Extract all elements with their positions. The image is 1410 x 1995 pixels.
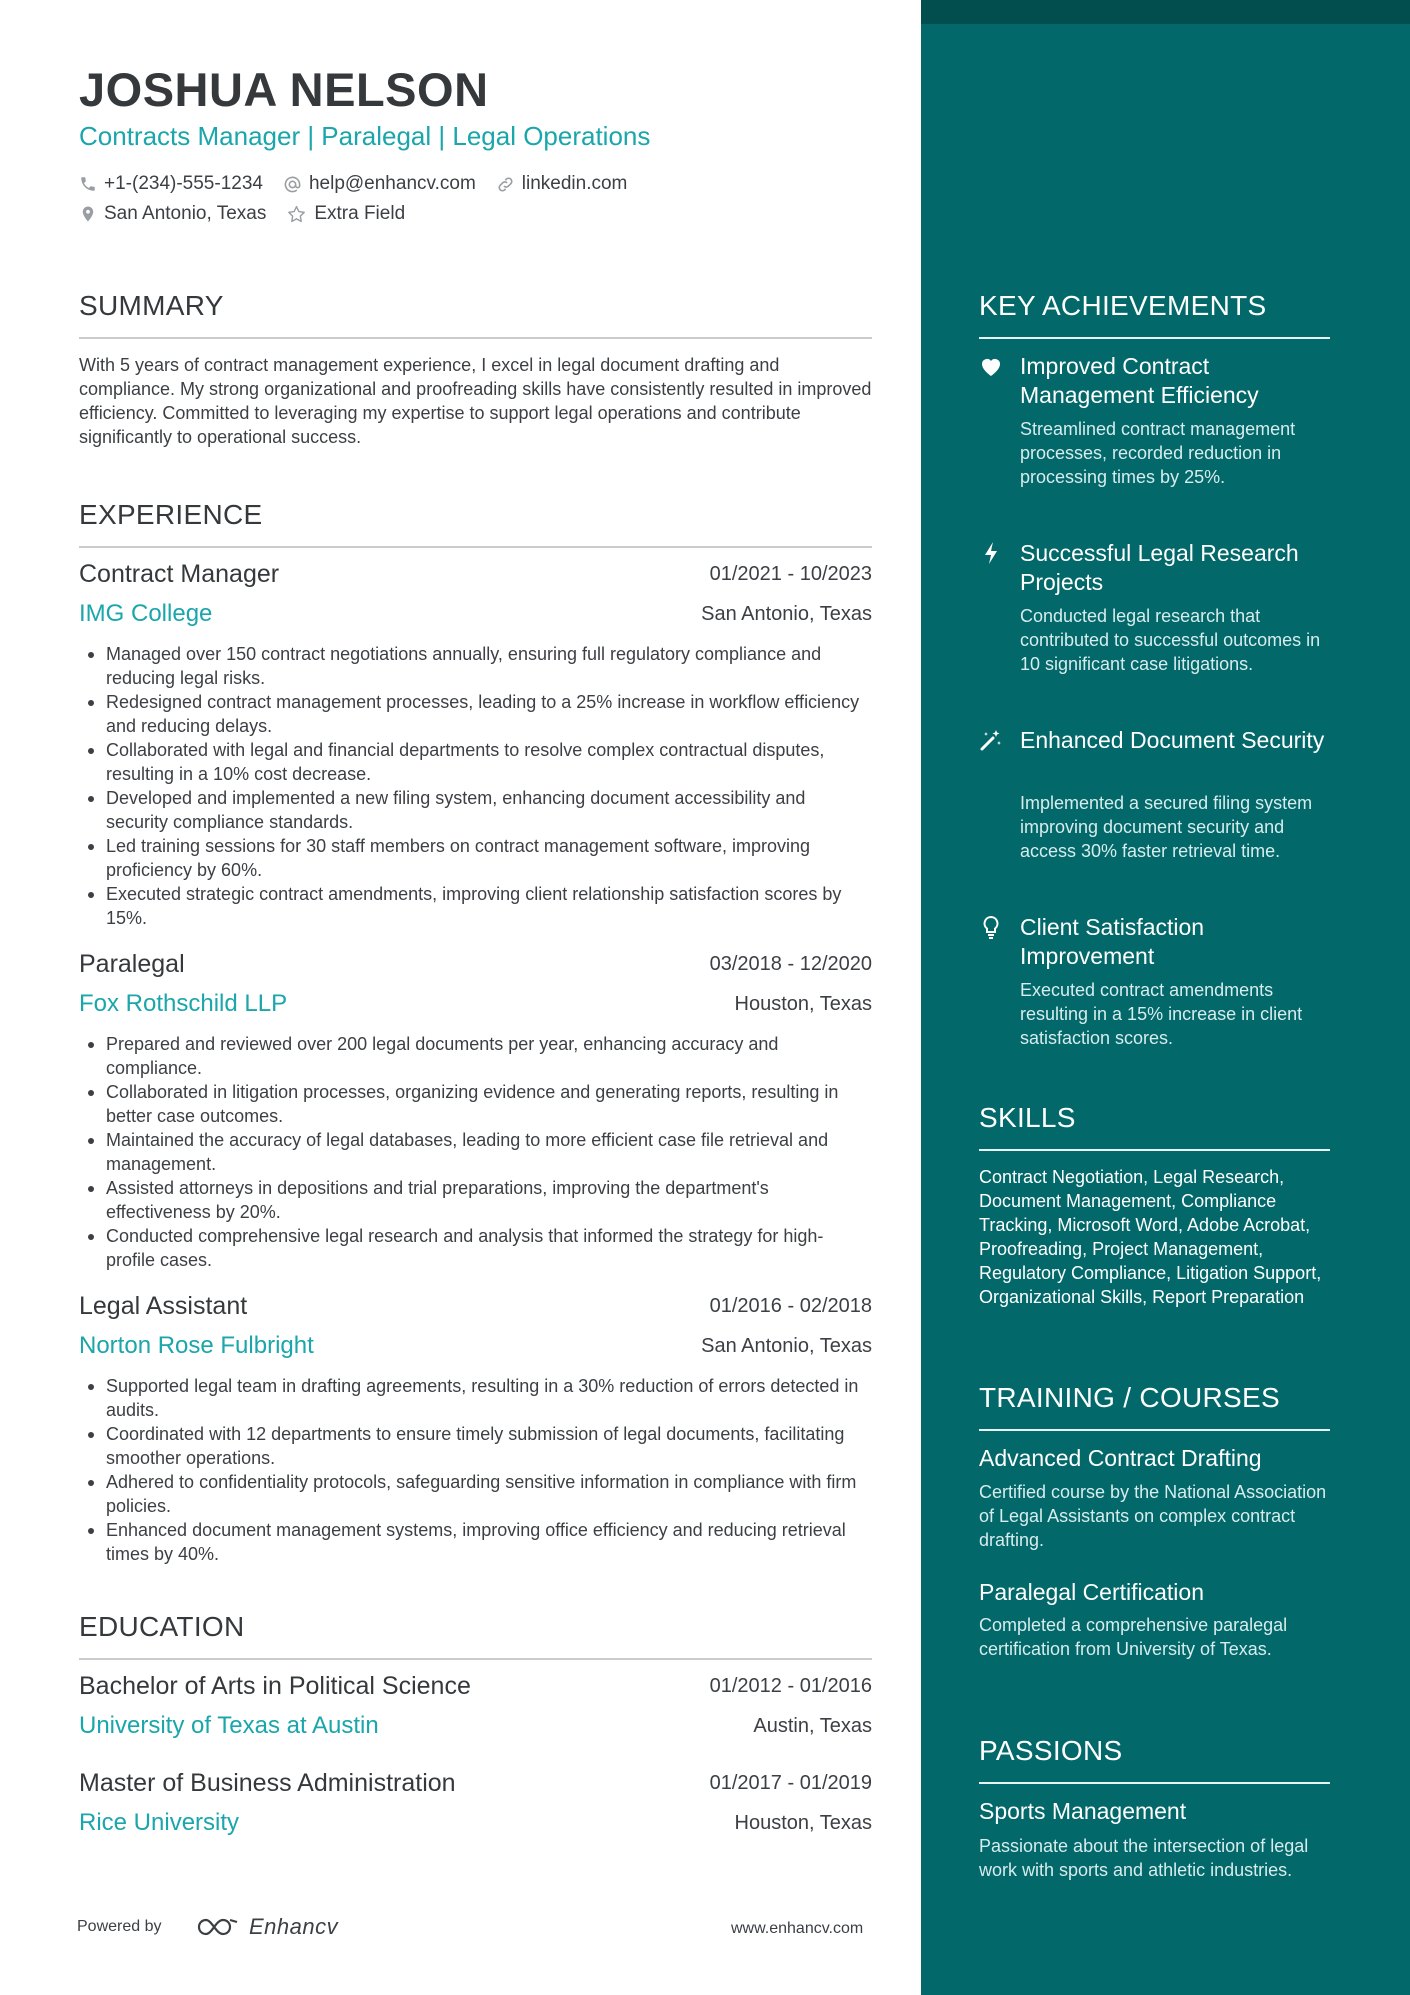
heart-icon	[979, 354, 1003, 378]
bullet-item: Collaborated in litigation processes, organizing evidence and generating reports, resulting in better case outcomes.	[79, 1080, 872, 1128]
education-heading: EDUCATION	[79, 1611, 245, 1642]
passions-heading: PASSIONS	[979, 1735, 1123, 1766]
course-title: Paralegal Certification	[979, 1579, 1205, 1605]
skills-list: Contract Negotiation, Legal Research, Document Management, Compliance Tracking, Microsoft Word, Adobe Acrobat, Proofreading, Project Management, Regulatory Compliance, Litigation Support, Organizational Skills, Report Preparation	[979, 1167, 1322, 1307]
skills-divider	[979, 1149, 1330, 1151]
linkedin-text: linkedin.com	[521, 173, 628, 194]
bullet-item: Collaborated with legal and financial departments to resolve complex contractual disputes, resulting in a 10% cost decrease.	[79, 738, 872, 786]
school-name[interactable]: University of Texas at Austin	[79, 1712, 379, 1739]
contact-extra	[286, 203, 405, 225]
bullet-item: Executed strategic contract amendments, improving client relationship satisfaction scores by 15%.	[79, 882, 872, 930]
education-dates: 01/2012 - 01/2016	[709, 1675, 872, 1697]
contact-email[interactable]	[283, 173, 476, 195]
contact-phone[interactable]	[79, 173, 263, 195]
bullet-item: Conducted comprehensive legal research and analysis that informed the strategy for high-profile cases.	[79, 1224, 872, 1272]
sidebar-top-band	[921, 0, 1410, 24]
achievement-description: Implemented a secured filing system improving document security and access 30% faster retrieval time.	[1020, 793, 1313, 861]
job-location: Houston, Texas	[734, 993, 872, 1015]
bullet-item: Supported legal team in drafting agreements, resulting in a 30% reduction of errors detected in audits.	[79, 1374, 872, 1422]
phone-icon	[79, 175, 97, 193]
course-description: Completed a comprehensive paralegal certification from University of Texas.	[979, 1615, 1288, 1659]
contact-location	[79, 203, 266, 225]
contact-linkedin[interactable]	[496, 173, 628, 195]
job-bullets	[79, 1374, 872, 1566]
achievement-title: Successful Legal Research Projects	[1020, 540, 1299, 595]
infinity-logo-icon	[195, 1915, 241, 1939]
job-bullets	[79, 1032, 872, 1272]
company-name[interactable]: Norton Rose Fulbright	[79, 1332, 314, 1359]
experience-divider	[79, 546, 872, 548]
school-name[interactable]: Rice University	[79, 1809, 240, 1836]
skills-heading: SKILLS	[979, 1102, 1076, 1133]
school-location: Austin, Texas	[753, 1715, 872, 1737]
email-text: help@enhancv.com	[308, 173, 476, 194]
job-location: San Antonio, Texas	[701, 603, 872, 625]
summary-heading: SUMMARY	[79, 290, 224, 321]
contact-row-2	[79, 203, 425, 225]
course-description: Certified course by the National Association of Legal Assistants on complex contract drafting.	[979, 1482, 1327, 1550]
achievement-title: Client Satisfaction Improvement	[1020, 914, 1205, 969]
passion-description: Passionate about the intersection of legal work with sports and athletic industries.	[979, 1836, 1309, 1880]
candidate-headline: Contracts Manager | Paralegal | Legal Operations	[79, 121, 651, 151]
bullet-item: Managed over 150 contract negotiations annually, ensuring full regulatory compliance and reducing legal risks.	[79, 642, 872, 690]
job-dates: 01/2016 - 02/2018	[709, 1295, 872, 1317]
location-pin-icon	[79, 204, 97, 224]
achievement-description: Streamlined contract management processes, recorded reduction in processing times by 25%.	[1020, 419, 1296, 487]
company-name[interactable]: Fox Rothschild LLP	[79, 990, 288, 1017]
bullet-item: Adhered to confidentiality protocols, safeguarding sensitive information in compliance with firm policies.	[79, 1470, 872, 1518]
bullet-item: Prepared and reviewed over 200 legal documents per year, enhancing accuracy and compliance.	[79, 1032, 872, 1080]
footer-url[interactable]: www.enhancv.com	[731, 1920, 864, 1937]
magic-wand-icon	[979, 728, 1003, 752]
brand-name: Enhancv	[249, 1914, 339, 1939]
summary-text: With 5 years of contract management experience, I excel in legal document drafting and compliance. My strong organizational and proofreading skills have consistently resulted in improved efficiency. Committed to leveraging my expertise to support legal operations and contribute significantly to operational success.	[79, 355, 872, 447]
lightning-icon	[979, 541, 1003, 565]
training-divider	[979, 1429, 1330, 1431]
achievement-description: Conducted legal research that contributed to successful outcomes in 10 significant case litigations.	[1020, 606, 1321, 674]
candidate-name: JOSHUA NELSON	[79, 63, 489, 116]
bullet-item: Maintained the accuracy of legal databases, leading to more efficient case file retrieval and management.	[79, 1128, 872, 1176]
lightbulb-icon	[979, 915, 1003, 939]
bullet-item: Coordinated with 12 departments to ensure timely submission of legal documents, facilitating smoother operations.	[79, 1422, 872, 1470]
job-title: Legal Assistant	[79, 1292, 248, 1320]
company-name[interactable]: IMG College	[79, 600, 213, 627]
experience-heading: EXPERIENCE	[79, 499, 263, 530]
enhancv-logo[interactable]	[195, 1914, 338, 1940]
education-dates: 01/2017 - 01/2019	[709, 1772, 872, 1794]
degree-title: Bachelor of Arts in Political Science	[79, 1672, 471, 1700]
school-location: Houston, Texas	[734, 1812, 872, 1834]
job-dates: 03/2018 - 12/2020	[709, 953, 872, 975]
achievements-divider	[979, 337, 1330, 339]
powered-by-label: Powered by	[77, 1918, 162, 1935]
job-bullets	[79, 642, 872, 930]
achievements-heading: KEY ACHIEVEMENTS	[979, 290, 1267, 321]
job-title: Contract Manager	[79, 560, 280, 588]
achievement-title: Enhanced Document Security	[1020, 727, 1325, 753]
summary-divider	[79, 337, 872, 339]
bullet-item: Developed and implemented a new filing system, enhancing document accessibility and security compliance standards.	[79, 786, 872, 834]
contact-row-1	[79, 173, 647, 195]
phone-text: +1-(234)-555-1234	[104, 173, 263, 194]
job-location: San Antonio, Texas	[701, 1335, 872, 1357]
training-heading: TRAINING / COURSES	[979, 1382, 1280, 1413]
bullet-item: Led training sessions for 30 staff members on contract management software, improving proficiency by 60%.	[79, 834, 872, 882]
degree-title: Master of Business Administration	[79, 1769, 456, 1797]
achievement-title: Improved Contract Management Efficiency	[1020, 353, 1259, 408]
link-icon	[496, 175, 515, 194]
course-title: Advanced Contract Drafting	[979, 1445, 1262, 1471]
location-text: San Antonio, Texas	[104, 203, 267, 224]
extra-field-text: Extra Field	[314, 203, 406, 224]
star-icon	[286, 204, 307, 225]
passion-title: Sports Management	[979, 1798, 1187, 1824]
bullet-item: Enhanced document management systems, improving office efficiency and reducing retrieval times by 40%.	[79, 1518, 872, 1566]
job-dates: 01/2021 - 10/2023	[709, 563, 872, 585]
job-title: Paralegal	[79, 950, 185, 978]
education-divider	[79, 1658, 872, 1660]
bullet-item: Assisted attorneys in depositions and trial preparations, improving the department's effectiveness by 20%.	[79, 1176, 872, 1224]
passions-divider	[979, 1782, 1330, 1784]
bullet-item: Redesigned contract management processes, leading to a 25% increase in workflow efficiency and reducing delays.	[79, 690, 872, 738]
achievement-description: Executed contract amendments resulting in a 15% increase in client satisfaction scores.	[1020, 980, 1303, 1048]
at-icon	[283, 175, 302, 194]
